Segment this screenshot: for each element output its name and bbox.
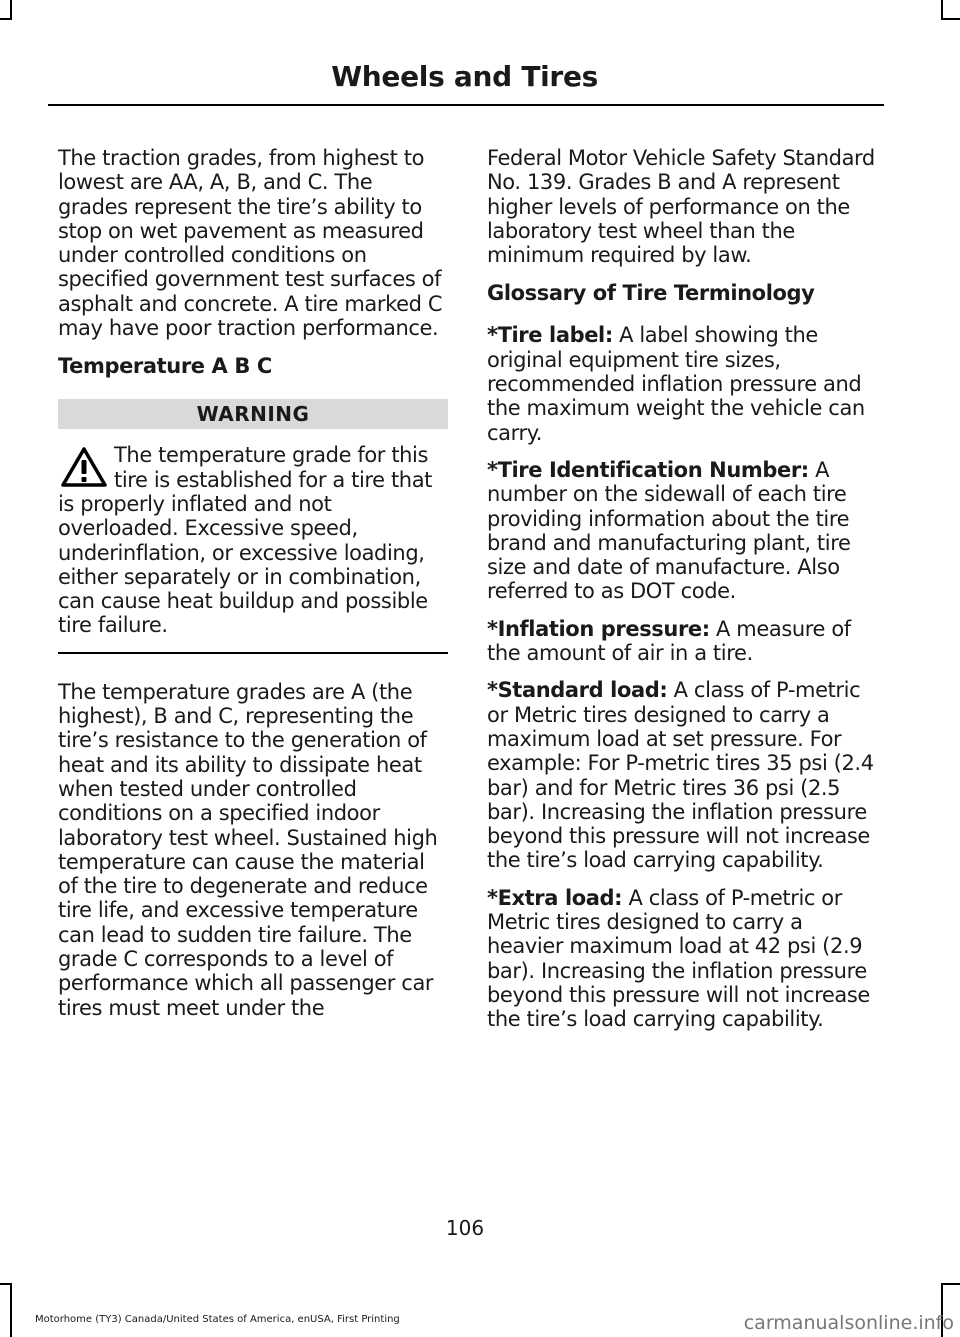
glossary-entry-extra-load xyxy=(487,886,883,1032)
fmvss-paragraph: Federal Motor Vehicle Safety Standard No. 139. Grades B and A represent higher levels of performance on the laboratory test wheel than the minimum required by law. xyxy=(487,146,875,268)
crop-mark-top-right-h xyxy=(941,18,960,20)
glossary-definition: A measure of the amount of air in a tire. xyxy=(487,616,851,666)
glossary-definition: A number on the sidewall of each tire providing information about the tire brand and manufacturing plant, tire size and date of manufacture. Also referred to as DOT code. xyxy=(487,457,851,604)
crop-mark-bottom-left-v xyxy=(10,1283,12,1337)
crop-mark-top-right-v xyxy=(941,0,943,18)
warning-triangle-icon xyxy=(60,445,108,489)
traction-grades-paragraph: The traction grades, from highest to lowest are AA, A, B, and C. The grades represent the tire’s ability to stop on wet pavement as measured under controlled conditions on specified government test surfaces of asphalt and concrete. A tire marked C may have poor traction performance. xyxy=(58,146,443,341)
crop-mark-bottom-left-h xyxy=(0,1283,12,1285)
glossary-term: *Inflation pressure: xyxy=(487,616,710,641)
glossary-definition: A label showing the original equipment tire sizes, recommended inflation pressure and the maximum weight the vehicle can carry. xyxy=(487,323,865,445)
warning-divider xyxy=(58,652,448,654)
page-title: Wheels and Tires xyxy=(331,60,598,93)
warning-box xyxy=(58,443,448,637)
glossary-entry-standard-load xyxy=(487,678,883,872)
right-column xyxy=(487,146,883,1045)
temperature-heading: Temperature A B C xyxy=(58,354,272,379)
glossary-definition: A class of P-metric or Metric tires designed to carry a heavier maximum load at 42 psi (2.9 bar). Increasing the inflation pressure beyond this pressure will not increase the tire’s load carrying capability. xyxy=(487,885,870,1032)
watermark[interactable]: carmanualsonline.info xyxy=(743,1312,954,1334)
warning-text: The temperature grade for this tire is established for a tire that is properly inflated and not overloaded. Excessive speed, underinflation, or excessive loading, either separately or in combination, can cause heat buildup and possible tire failure. xyxy=(58,443,433,638)
crop-mark-bottom-right-h xyxy=(941,1283,960,1285)
warning-banner: WARNING xyxy=(58,399,448,429)
glossary-term: *Extra load: xyxy=(487,885,623,910)
glossary-entry-tin xyxy=(487,458,883,604)
glossary-entry-tire-label xyxy=(487,323,883,444)
left-column xyxy=(58,146,448,1033)
glossary-entry-inflation-pressure xyxy=(487,617,883,666)
glossary-heading: Glossary of Tire Terminology xyxy=(487,281,815,306)
glossary-definition: A class of P-metric or Metric tires designed to carry a maximum load at set pressure. For example: For P-metric tires 35 psi (2.4 bar) and for Metric tires 36 psi (2.5 bar). Increasing the inflation pressure beyond this pressure will not increase the tire’s load carrying capability. xyxy=(487,678,874,873)
page-number: 106 xyxy=(445,1216,485,1240)
glossary-term: *Tire label: xyxy=(487,323,613,348)
glossary-term: *Tire Identification Number: xyxy=(487,457,809,482)
header-divider xyxy=(48,104,884,106)
temperature-grades-paragraph: The temperature grades are A (the highest), B and C, representing the tire’s resistance to the generation of heat and its ability to dissipate heat when tested under controlled conditions on a specified indoor laboratory test wheel. Sustained high temperature can cause the material of the tire to degenerate and reduce tire life, and excessive temperature can lead to sudden tire failure. The grade C corresponds to a level of performance which all passenger car tires must meet under the xyxy=(58,679,438,1020)
crop-mark-top-left-h xyxy=(0,18,12,20)
crop-mark-top-left-v xyxy=(10,0,12,18)
glossary-term: *Standard load: xyxy=(487,678,668,703)
footer-text: Motorhome (TY3) Canada/United States of America, enUSA, First Printing xyxy=(35,1314,400,1325)
